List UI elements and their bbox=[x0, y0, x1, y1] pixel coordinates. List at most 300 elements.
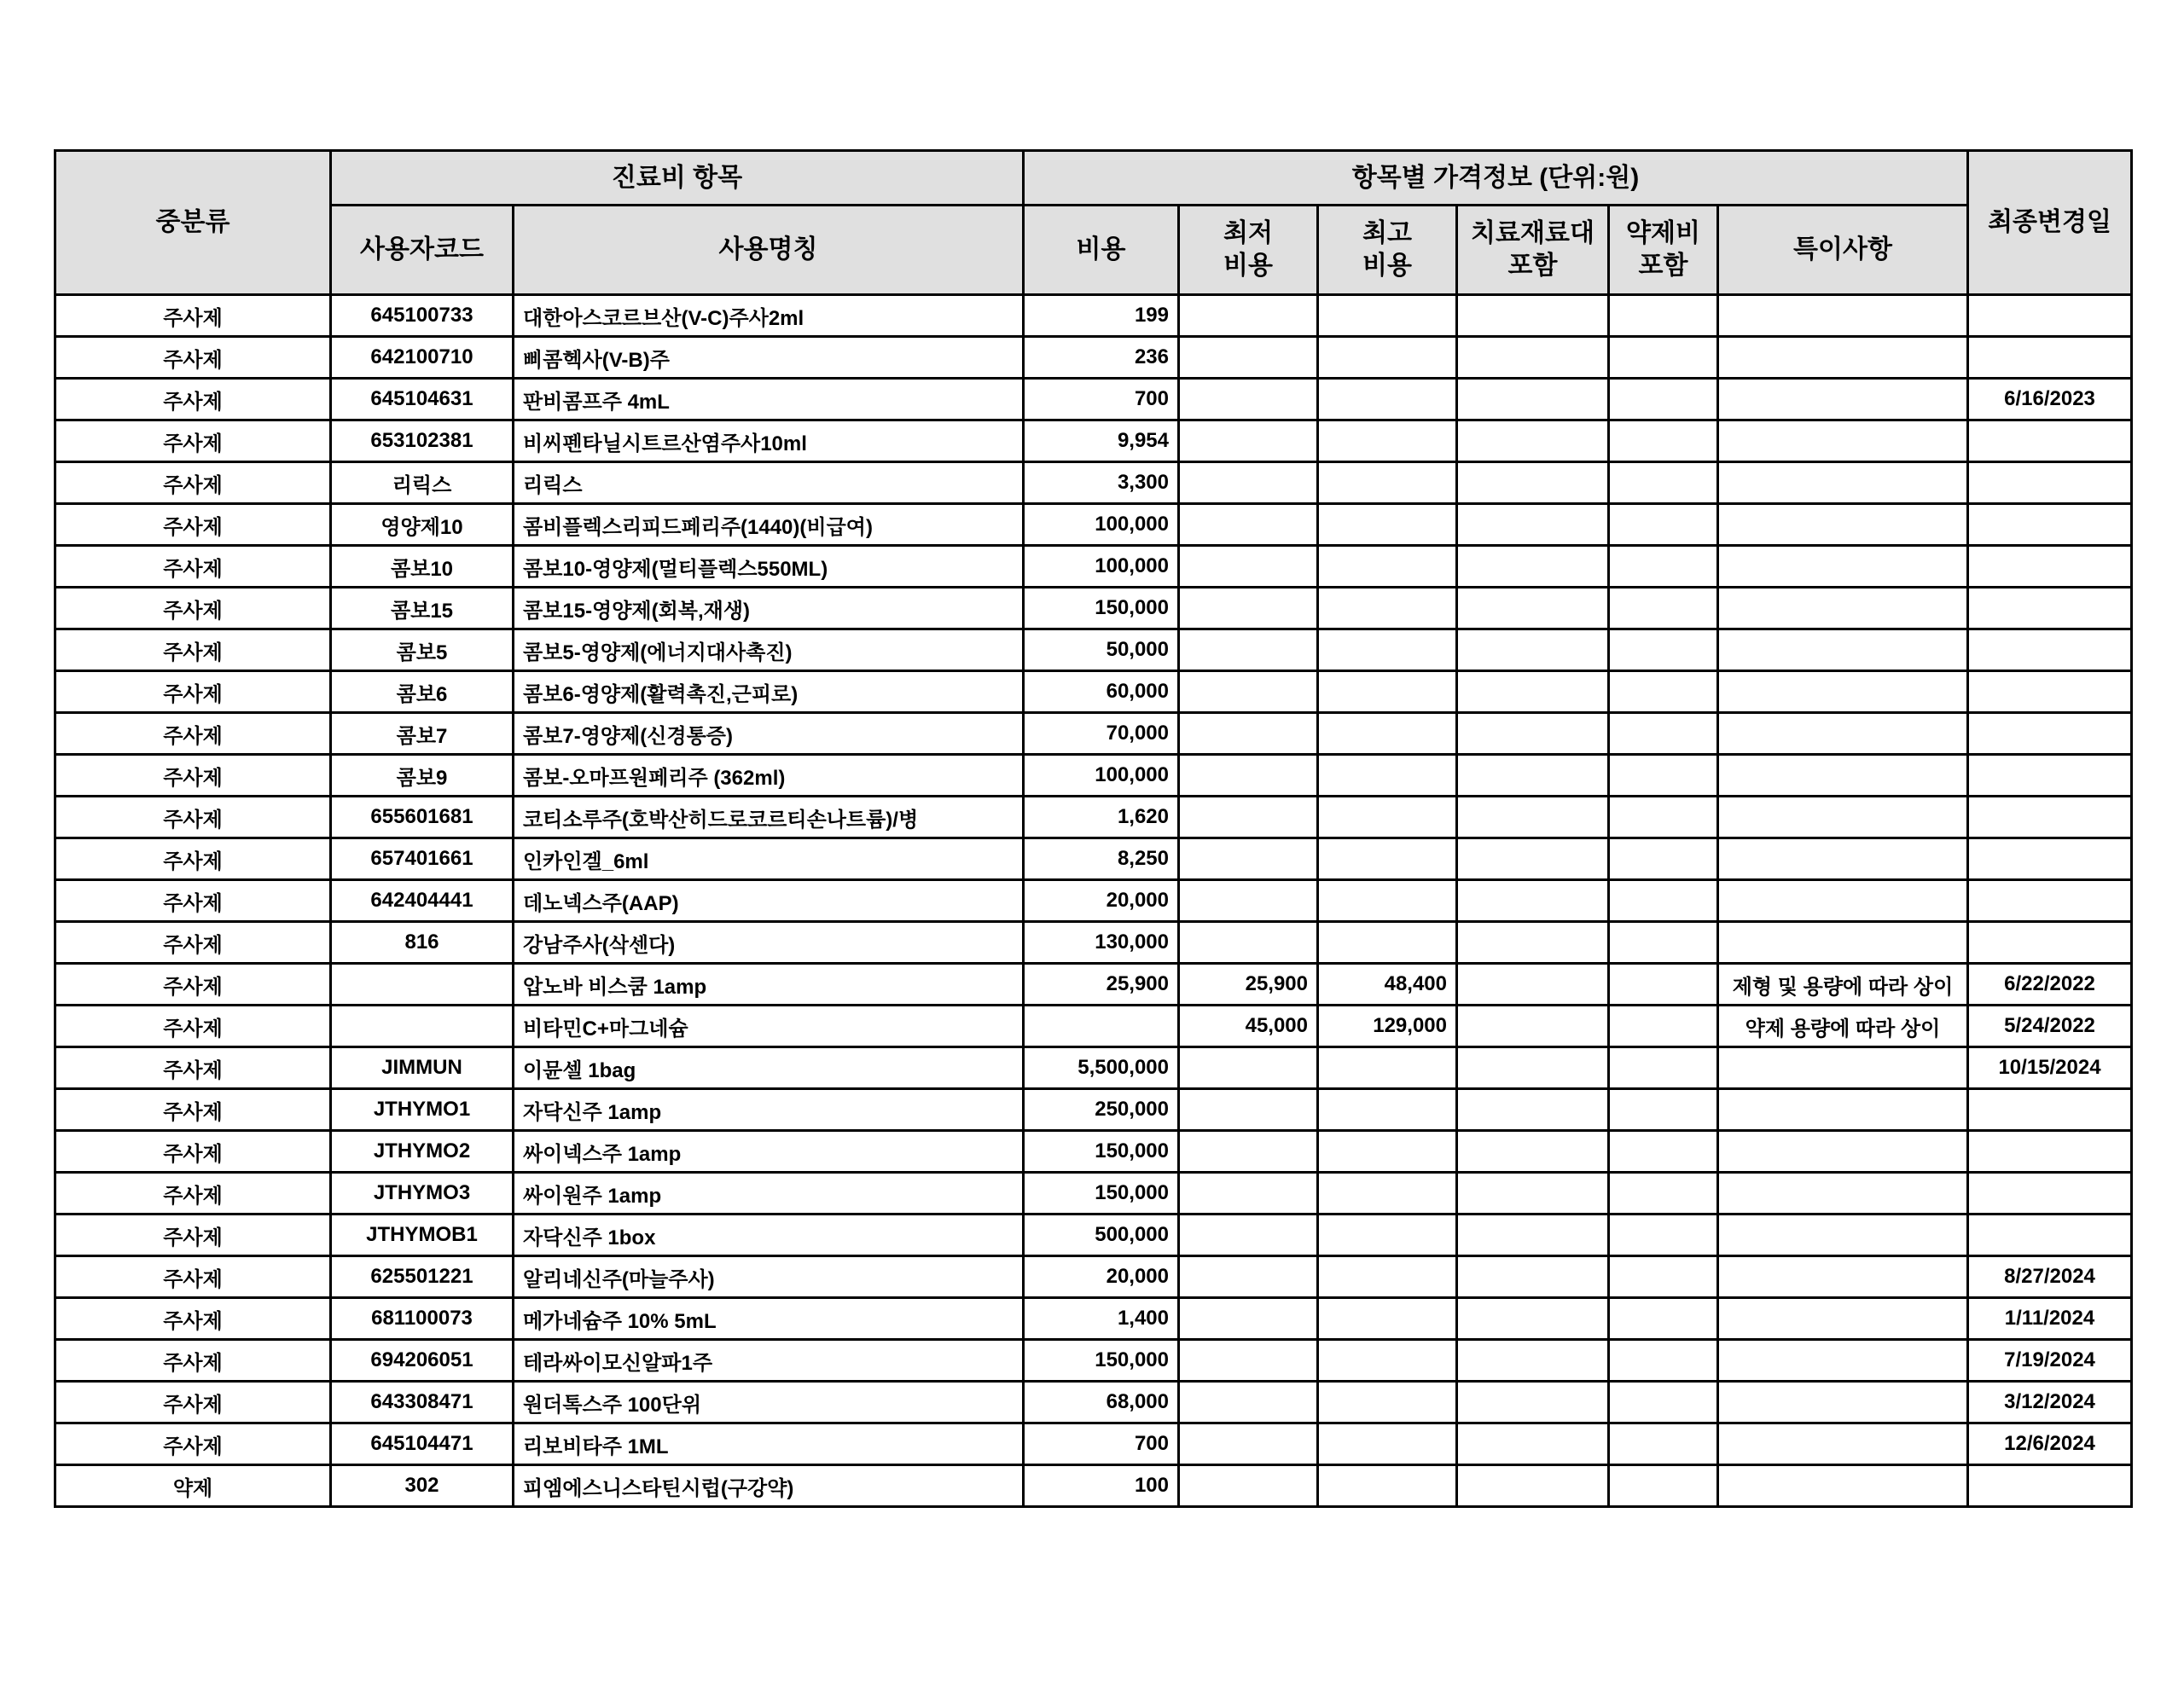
min-cost-cell bbox=[1179, 1173, 1318, 1215]
note-cell bbox=[1718, 1465, 1968, 1507]
drug-cell bbox=[1609, 880, 1718, 922]
note-cell bbox=[1718, 1089, 1968, 1131]
date-cell bbox=[1968, 713, 2132, 755]
note-cell bbox=[1718, 838, 1968, 880]
cost-cell: 1,620 bbox=[1024, 797, 1179, 838]
header-min-cost-line1: 최저 bbox=[1223, 219, 1273, 247]
name-cell: 원더톡스주 100단위 bbox=[514, 1382, 1024, 1423]
max-cost-cell: 48,400 bbox=[1318, 964, 1457, 1006]
max-cost-cell bbox=[1318, 1089, 1457, 1131]
material-cell bbox=[1457, 1340, 1609, 1382]
category-cell: 주사제 bbox=[55, 337, 331, 379]
note-cell bbox=[1718, 337, 1968, 379]
material-cell bbox=[1457, 797, 1609, 838]
note-cell bbox=[1718, 546, 1968, 588]
max-cost-cell: 129,000 bbox=[1318, 1006, 1457, 1047]
note-cell bbox=[1718, 922, 1968, 964]
code-cell: 콤보9 bbox=[331, 755, 514, 797]
material-cell bbox=[1457, 1006, 1609, 1047]
drug-cell bbox=[1609, 713, 1718, 755]
drug-cell bbox=[1609, 629, 1718, 671]
date-cell bbox=[1968, 462, 2132, 504]
code-cell: 콤보10 bbox=[331, 546, 514, 588]
material-cell bbox=[1457, 713, 1609, 755]
name-cell: 강남주사(삭센다) bbox=[514, 922, 1024, 964]
code-cell: 영양제10 bbox=[331, 504, 514, 546]
note-cell: 약제 용량에 따라 상이 bbox=[1718, 1006, 1968, 1047]
cost-cell: 236 bbox=[1024, 337, 1179, 379]
drug-cell bbox=[1609, 1298, 1718, 1340]
drug-cell bbox=[1609, 1215, 1718, 1256]
category-cell: 주사제 bbox=[55, 462, 331, 504]
max-cost-cell bbox=[1318, 671, 1457, 713]
drug-cell bbox=[1609, 964, 1718, 1006]
code-cell: 콤보5 bbox=[331, 629, 514, 671]
category-cell: 주사제 bbox=[55, 964, 331, 1006]
drug-cell bbox=[1609, 1173, 1718, 1215]
category-cell: 주사제 bbox=[55, 546, 331, 588]
note-cell bbox=[1718, 1298, 1968, 1340]
min-cost-cell: 45,000 bbox=[1179, 1006, 1318, 1047]
material-cell bbox=[1457, 671, 1609, 713]
table-row bbox=[55, 1131, 2132, 1173]
max-cost-cell bbox=[1318, 1256, 1457, 1298]
table-row bbox=[55, 546, 2132, 588]
date-cell: 7/19/2024 bbox=[1968, 1340, 2132, 1382]
min-cost-cell bbox=[1179, 462, 1318, 504]
code-cell: 681100073 bbox=[331, 1298, 514, 1340]
max-cost-cell bbox=[1318, 880, 1457, 922]
header-category: 중분류 bbox=[55, 151, 331, 295]
cost-cell: 150,000 bbox=[1024, 1131, 1179, 1173]
min-cost-cell bbox=[1179, 504, 1318, 546]
header-max-cost-line2: 비용 bbox=[1362, 252, 1412, 280]
material-cell bbox=[1457, 1215, 1609, 1256]
cost-cell: 130,000 bbox=[1024, 922, 1179, 964]
drug-cell bbox=[1609, 1256, 1718, 1298]
name-cell: 비타민C+마그네슘 bbox=[514, 1006, 1024, 1047]
note-cell bbox=[1718, 1256, 1968, 1298]
code-cell: JTHYMO1 bbox=[331, 1089, 514, 1131]
cost-cell: 150,000 bbox=[1024, 588, 1179, 629]
note-cell bbox=[1718, 504, 1968, 546]
max-cost-cell bbox=[1318, 922, 1457, 964]
note-cell bbox=[1718, 713, 1968, 755]
cost-cell: 150,000 bbox=[1024, 1173, 1179, 1215]
max-cost-cell bbox=[1318, 1382, 1457, 1423]
table-row bbox=[55, 1340, 2132, 1382]
cost-cell: 100,000 bbox=[1024, 755, 1179, 797]
category-cell: 주사제 bbox=[55, 755, 331, 797]
price-table bbox=[54, 149, 2133, 1508]
note-cell bbox=[1718, 379, 1968, 420]
cost-cell: 199 bbox=[1024, 295, 1179, 337]
table-row bbox=[55, 1256, 2132, 1298]
category-cell: 주사제 bbox=[55, 420, 331, 462]
table-row bbox=[55, 1089, 2132, 1131]
category-cell: 주사제 bbox=[55, 1173, 331, 1215]
cost-cell: 250,000 bbox=[1024, 1089, 1179, 1131]
category-cell: 약제 bbox=[55, 1465, 331, 1507]
name-cell: 자닥신주 1box bbox=[514, 1215, 1024, 1256]
max-cost-cell bbox=[1318, 462, 1457, 504]
cost-cell: 70,000 bbox=[1024, 713, 1179, 755]
min-cost-cell: 25,900 bbox=[1179, 964, 1318, 1006]
min-cost-cell bbox=[1179, 838, 1318, 880]
drug-cell bbox=[1609, 1382, 1718, 1423]
table-row bbox=[55, 420, 2132, 462]
drug-cell bbox=[1609, 755, 1718, 797]
note-cell bbox=[1718, 462, 1968, 504]
max-cost-cell bbox=[1318, 713, 1457, 755]
material-cell bbox=[1457, 1131, 1609, 1173]
cost-cell: 9,954 bbox=[1024, 420, 1179, 462]
header-min-cost bbox=[1179, 206, 1318, 295]
cost-cell: 150,000 bbox=[1024, 1340, 1179, 1382]
table-row bbox=[55, 1465, 2132, 1507]
material-cell bbox=[1457, 462, 1609, 504]
date-cell bbox=[1968, 420, 2132, 462]
cost-cell: 1,400 bbox=[1024, 1298, 1179, 1340]
code-cell: 645104471 bbox=[331, 1423, 514, 1465]
date-cell bbox=[1968, 1173, 2132, 1215]
note-cell bbox=[1718, 1423, 1968, 1465]
material-cell bbox=[1457, 1047, 1609, 1089]
drug-cell bbox=[1609, 1131, 1718, 1173]
drug-cell bbox=[1609, 295, 1718, 337]
material-cell bbox=[1457, 420, 1609, 462]
cost-cell: 50,000 bbox=[1024, 629, 1179, 671]
note-cell bbox=[1718, 797, 1968, 838]
min-cost-cell bbox=[1179, 379, 1318, 420]
code-cell: 653102381 bbox=[331, 420, 514, 462]
max-cost-cell bbox=[1318, 838, 1457, 880]
min-cost-cell bbox=[1179, 1047, 1318, 1089]
cost-cell: 100 bbox=[1024, 1465, 1179, 1507]
min-cost-cell bbox=[1179, 797, 1318, 838]
name-cell: 콤보6-영양제(활력촉진,근피로) bbox=[514, 671, 1024, 713]
cost-cell: 20,000 bbox=[1024, 880, 1179, 922]
date-cell: 6/16/2023 bbox=[1968, 379, 2132, 420]
max-cost-cell bbox=[1318, 629, 1457, 671]
cost-cell: 100,000 bbox=[1024, 546, 1179, 588]
table-row bbox=[55, 588, 2132, 629]
header-max-cost-line1: 최고 bbox=[1362, 219, 1412, 247]
note-cell bbox=[1718, 671, 1968, 713]
drug-cell bbox=[1609, 504, 1718, 546]
max-cost-cell bbox=[1318, 1465, 1457, 1507]
table-row bbox=[55, 838, 2132, 880]
name-cell: 데노넥스주(AAP) bbox=[514, 880, 1024, 922]
name-cell: 압노바 비스쿰 1amp bbox=[514, 964, 1024, 1006]
material-cell bbox=[1457, 964, 1609, 1006]
table-row bbox=[55, 379, 2132, 420]
header-code: 사용자코드 bbox=[331, 206, 514, 295]
name-cell: 싸이원주 1amp bbox=[514, 1173, 1024, 1215]
drug-cell bbox=[1609, 1089, 1718, 1131]
note-cell bbox=[1718, 1340, 1968, 1382]
category-cell: 주사제 bbox=[55, 1382, 331, 1423]
category-cell: 주사제 bbox=[55, 1298, 331, 1340]
material-cell bbox=[1457, 1423, 1609, 1465]
header-row-2 bbox=[55, 206, 2132, 295]
material-cell bbox=[1457, 922, 1609, 964]
name-cell: 알리네신주(마늘주사) bbox=[514, 1256, 1024, 1298]
category-cell: 주사제 bbox=[55, 671, 331, 713]
max-cost-cell bbox=[1318, 1298, 1457, 1340]
code-cell: 655601681 bbox=[331, 797, 514, 838]
table-row bbox=[55, 755, 2132, 797]
drug-cell bbox=[1609, 797, 1718, 838]
date-cell bbox=[1968, 629, 2132, 671]
name-cell: 자닥신주 1amp bbox=[514, 1089, 1024, 1131]
max-cost-cell bbox=[1318, 755, 1457, 797]
cost-cell: 5,500,000 bbox=[1024, 1047, 1179, 1089]
cost-cell: 700 bbox=[1024, 1423, 1179, 1465]
category-cell: 주사제 bbox=[55, 295, 331, 337]
code-cell: 657401661 bbox=[331, 838, 514, 880]
min-cost-cell bbox=[1179, 755, 1318, 797]
min-cost-cell bbox=[1179, 295, 1318, 337]
category-cell: 주사제 bbox=[55, 1256, 331, 1298]
category-cell: 주사제 bbox=[55, 588, 331, 629]
date-cell bbox=[1968, 838, 2132, 880]
date-cell: 6/22/2022 bbox=[1968, 964, 2132, 1006]
max-cost-cell bbox=[1318, 1423, 1457, 1465]
code-cell: 콤보6 bbox=[331, 671, 514, 713]
max-cost-cell bbox=[1318, 546, 1457, 588]
header-row-1 bbox=[55, 151, 2132, 206]
code-cell bbox=[331, 964, 514, 1006]
note-cell bbox=[1718, 629, 1968, 671]
date-cell bbox=[1968, 797, 2132, 838]
min-cost-cell bbox=[1179, 1382, 1318, 1423]
material-cell bbox=[1457, 337, 1609, 379]
name-cell: 삐콤헥사(V-B)주 bbox=[514, 337, 1024, 379]
category-cell: 주사제 bbox=[55, 504, 331, 546]
min-cost-cell bbox=[1179, 1423, 1318, 1465]
header-group-price: 항목별 가격정보 (단위:원) bbox=[1024, 151, 1968, 206]
note-cell bbox=[1718, 420, 1968, 462]
material-cell bbox=[1457, 838, 1609, 880]
drug-cell bbox=[1609, 1006, 1718, 1047]
header-note: 특이사항 bbox=[1718, 206, 1968, 295]
date-cell bbox=[1968, 546, 2132, 588]
table-row bbox=[55, 1173, 2132, 1215]
max-cost-cell bbox=[1318, 1047, 1457, 1089]
code-cell: 리릭스 bbox=[331, 462, 514, 504]
date-cell bbox=[1968, 337, 2132, 379]
name-cell: 코티소루주(호박산히드로코르티손나트륨)/병 bbox=[514, 797, 1024, 838]
drug-cell bbox=[1609, 546, 1718, 588]
header-cost: 비용 bbox=[1024, 206, 1179, 295]
category-cell: 주사제 bbox=[55, 629, 331, 671]
date-cell: 12/6/2024 bbox=[1968, 1423, 2132, 1465]
max-cost-cell bbox=[1318, 1131, 1457, 1173]
material-cell bbox=[1457, 504, 1609, 546]
name-cell: 리릭스 bbox=[514, 462, 1024, 504]
date-cell bbox=[1968, 922, 2132, 964]
table-row bbox=[55, 629, 2132, 671]
name-cell: 콤보7-영양제(신경통증) bbox=[514, 713, 1024, 755]
table-row bbox=[55, 462, 2132, 504]
date-cell: 1/11/2024 bbox=[1968, 1298, 2132, 1340]
max-cost-cell bbox=[1318, 337, 1457, 379]
header-material-line2: 포함 bbox=[1507, 252, 1558, 280]
min-cost-cell bbox=[1179, 1256, 1318, 1298]
drug-cell bbox=[1609, 1340, 1718, 1382]
max-cost-cell bbox=[1318, 504, 1457, 546]
header-material bbox=[1457, 206, 1609, 295]
note-cell bbox=[1718, 1131, 1968, 1173]
code-cell: JTHYMOB1 bbox=[331, 1215, 514, 1256]
cost-cell: 25,900 bbox=[1024, 964, 1179, 1006]
cost-cell: 500,000 bbox=[1024, 1215, 1179, 1256]
cost-cell: 700 bbox=[1024, 379, 1179, 420]
code-cell: JIMMUN bbox=[331, 1047, 514, 1089]
name-cell: 콤보-오마프원페리주 (362ml) bbox=[514, 755, 1024, 797]
code-cell: 콤보7 bbox=[331, 713, 514, 755]
min-cost-cell bbox=[1179, 713, 1318, 755]
table-row bbox=[55, 797, 2132, 838]
cost-cell: 20,000 bbox=[1024, 1256, 1179, 1298]
min-cost-cell bbox=[1179, 1298, 1318, 1340]
name-cell: 리보비타주 1ML bbox=[514, 1423, 1024, 1465]
header-last-modified: 최종변경일 bbox=[1968, 151, 2132, 295]
name-cell: 콤보5-영양제(에너지대사촉진) bbox=[514, 629, 1024, 671]
table-row bbox=[55, 922, 2132, 964]
min-cost-cell bbox=[1179, 420, 1318, 462]
table-row bbox=[55, 1215, 2132, 1256]
code-cell: 694206051 bbox=[331, 1340, 514, 1382]
note-cell bbox=[1718, 1173, 1968, 1215]
note-cell bbox=[1718, 755, 1968, 797]
header-group-item: 진료비 항목 bbox=[331, 151, 1024, 206]
header-material-line1: 치료재료대 bbox=[1471, 219, 1594, 247]
name-cell: 콤보10-영양제(멀티플렉스550ML) bbox=[514, 546, 1024, 588]
max-cost-cell bbox=[1318, 379, 1457, 420]
name-cell: 대한아스코르브산(V-C)주사2ml bbox=[514, 295, 1024, 337]
max-cost-cell bbox=[1318, 797, 1457, 838]
category-cell: 주사제 bbox=[55, 880, 331, 922]
cost-cell: 68,000 bbox=[1024, 1382, 1179, 1423]
table-row bbox=[55, 1006, 2132, 1047]
header-max-cost bbox=[1318, 206, 1457, 295]
material-cell bbox=[1457, 379, 1609, 420]
drug-cell bbox=[1609, 1465, 1718, 1507]
table-row bbox=[55, 1423, 2132, 1465]
code-cell: 645100733 bbox=[331, 295, 514, 337]
min-cost-cell bbox=[1179, 1215, 1318, 1256]
min-cost-cell bbox=[1179, 1131, 1318, 1173]
code-cell: 642404441 bbox=[331, 880, 514, 922]
category-cell: 주사제 bbox=[55, 713, 331, 755]
table-row bbox=[55, 671, 2132, 713]
max-cost-cell bbox=[1318, 295, 1457, 337]
date-cell: 10/15/2024 bbox=[1968, 1047, 2132, 1089]
category-cell: 주사제 bbox=[55, 797, 331, 838]
name-cell: 메가네슘주 10% 5mL bbox=[514, 1298, 1024, 1340]
material-cell bbox=[1457, 1256, 1609, 1298]
material-cell bbox=[1457, 1382, 1609, 1423]
header-drug bbox=[1609, 206, 1718, 295]
code-cell: JTHYMO3 bbox=[331, 1173, 514, 1215]
material-cell bbox=[1457, 588, 1609, 629]
material-cell bbox=[1457, 546, 1609, 588]
header-drug-line2: 포함 bbox=[1638, 252, 1688, 280]
min-cost-cell bbox=[1179, 1465, 1318, 1507]
table-row bbox=[55, 964, 2132, 1006]
drug-cell bbox=[1609, 588, 1718, 629]
table-body bbox=[55, 295, 2132, 1507]
drug-cell bbox=[1609, 379, 1718, 420]
code-cell: 643308471 bbox=[331, 1382, 514, 1423]
name-cell: 테라싸이모신알파1주 bbox=[514, 1340, 1024, 1382]
table-row bbox=[55, 295, 2132, 337]
header-name: 사용명칭 bbox=[514, 206, 1024, 295]
material-cell bbox=[1457, 295, 1609, 337]
header-drug-line1: 약제비 bbox=[1626, 219, 1700, 247]
code-cell bbox=[331, 1006, 514, 1047]
table-row bbox=[55, 713, 2132, 755]
date-cell bbox=[1968, 755, 2132, 797]
table-row bbox=[55, 504, 2132, 546]
date-cell bbox=[1968, 1131, 2132, 1173]
date-cell: 3/12/2024 bbox=[1968, 1382, 2132, 1423]
note-cell bbox=[1718, 1047, 1968, 1089]
table-row bbox=[55, 880, 2132, 922]
max-cost-cell bbox=[1318, 1173, 1457, 1215]
date-cell: 5/24/2022 bbox=[1968, 1006, 2132, 1047]
drug-cell bbox=[1609, 1423, 1718, 1465]
material-cell bbox=[1457, 1173, 1609, 1215]
material-cell bbox=[1457, 755, 1609, 797]
category-cell: 주사제 bbox=[55, 1089, 331, 1131]
table-header bbox=[55, 151, 2132, 295]
category-cell: 주사제 bbox=[55, 1047, 331, 1089]
note-cell bbox=[1718, 295, 1968, 337]
table-row bbox=[55, 1298, 2132, 1340]
drug-cell bbox=[1609, 922, 1718, 964]
category-cell: 주사제 bbox=[55, 1215, 331, 1256]
code-cell: 625501221 bbox=[331, 1256, 514, 1298]
min-cost-cell bbox=[1179, 588, 1318, 629]
table-row bbox=[55, 1382, 2132, 1423]
category-cell: 주사제 bbox=[55, 1340, 331, 1382]
category-cell: 주사제 bbox=[55, 1006, 331, 1047]
drug-cell bbox=[1609, 337, 1718, 379]
drug-cell bbox=[1609, 838, 1718, 880]
code-cell: 642100710 bbox=[331, 337, 514, 379]
date-cell bbox=[1968, 1465, 2132, 1507]
min-cost-cell bbox=[1179, 337, 1318, 379]
drug-cell bbox=[1609, 420, 1718, 462]
name-cell: 판비콤프주 4mL bbox=[514, 379, 1024, 420]
max-cost-cell bbox=[1318, 588, 1457, 629]
date-cell bbox=[1968, 588, 2132, 629]
name-cell: 이뮨셀 1bag bbox=[514, 1047, 1024, 1089]
code-cell: 645104631 bbox=[331, 379, 514, 420]
min-cost-cell bbox=[1179, 546, 1318, 588]
category-cell: 주사제 bbox=[55, 1423, 331, 1465]
name-cell: 비씨펜타닐시트르산염주사10ml bbox=[514, 420, 1024, 462]
material-cell bbox=[1457, 880, 1609, 922]
material-cell bbox=[1457, 1089, 1609, 1131]
material-cell bbox=[1457, 1465, 1609, 1507]
max-cost-cell bbox=[1318, 1215, 1457, 1256]
min-cost-cell bbox=[1179, 1340, 1318, 1382]
note-cell bbox=[1718, 1215, 1968, 1256]
